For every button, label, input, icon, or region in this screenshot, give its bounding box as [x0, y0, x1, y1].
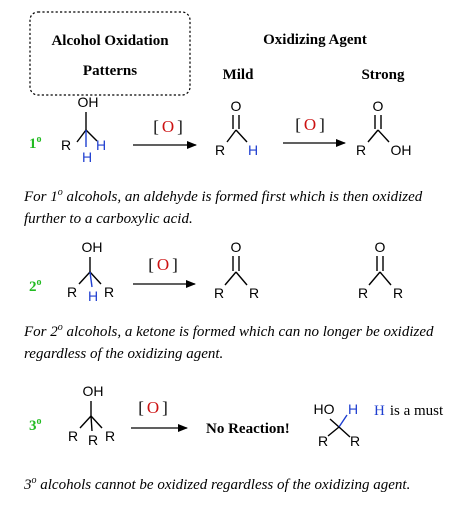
- bond: [330, 419, 339, 427]
- bond: [328, 427, 339, 436]
- carboxylic-acid-structure: [356, 98, 412, 158]
- r-label: R: [355, 142, 367, 158]
- bond: [80, 416, 91, 428]
- r-label: R: [104, 428, 116, 444]
- o-label: O: [230, 98, 242, 114]
- ketone-structure: [214, 239, 259, 301]
- bond: [339, 427, 350, 437]
- oh-label: OH: [77, 94, 99, 110]
- ketone-structure: [358, 239, 403, 301]
- primary-note: For 1$^o$ alcohols, an aldehyde is formed first which is then oxidized further to a carboxylic acid.: [24, 187, 423, 227]
- strong-heading: Strong: [361, 67, 405, 83]
- h-requirement-structure: [314, 401, 361, 449]
- r-label: R: [392, 285, 404, 301]
- box-title-line1: Alcohol Oxidation: [51, 33, 169, 49]
- bond: [79, 272, 90, 284]
- r-label: R: [103, 284, 115, 300]
- h-label: H: [347, 401, 359, 417]
- bond: [236, 272, 247, 285]
- title-box: [30, 12, 190, 95]
- h-must-note: H is a must: [374, 403, 444, 419]
- r-label: R: [87, 432, 99, 448]
- tertiary-degree-label: 3$^o$: [29, 416, 42, 434]
- r-label: R: [66, 284, 78, 300]
- bond: [368, 130, 378, 142]
- oh-label: OH: [81, 239, 103, 255]
- secondary-note: For 2$^o$ alcohols, a ketone is formed which can no longer be oxidized regardless of the oxidizing agent.: [24, 322, 434, 362]
- bond: [380, 272, 391, 285]
- r-label: R: [213, 285, 225, 301]
- primary-degree-label: 1$^o$: [29, 134, 42, 152]
- r-label: R: [67, 428, 79, 444]
- r-label: R: [349, 433, 361, 449]
- primary-row: [29, 94, 412, 165]
- r-label: R: [60, 137, 72, 153]
- oxidizing-agent-heading: Oxidizing Agent: [263, 32, 367, 48]
- header: [30, 12, 405, 95]
- o-label: O: [372, 98, 384, 114]
- h-label: H: [81, 149, 93, 165]
- bond: [236, 130, 247, 142]
- r-label: R: [357, 285, 369, 301]
- mild-heading: Mild: [222, 67, 254, 83]
- bond: [91, 416, 102, 428]
- h-label: H: [247, 142, 259, 158]
- tertiary-note: 3$^o$ alcohols cannot be oxidized regardless of the oxidizing agent.: [24, 475, 411, 493]
- r-label: R: [248, 285, 260, 301]
- oxidant-label: [ O ]: [148, 255, 178, 274]
- no-reaction-label: No Reaction!: [206, 421, 290, 437]
- bond: [227, 130, 236, 142]
- oxidant-label: [ O ]: [295, 115, 325, 134]
- oxidant-label: [ O ]: [153, 117, 183, 136]
- oh-label: OH: [390, 142, 412, 158]
- h-label: H: [87, 288, 99, 304]
- h-label: H: [95, 137, 107, 153]
- primary-alcohol-structure: [61, 94, 106, 165]
- aldehyde-structure: [215, 98, 258, 158]
- bond: [91, 416, 92, 431]
- box-title-line2: Patterns: [82, 63, 138, 79]
- secondary-degree-label: 2$^o$: [29, 277, 42, 295]
- oxidant-label: [ O ]: [138, 398, 168, 417]
- secondary-alcohol-structure: [67, 239, 114, 304]
- o-label: O: [374, 239, 386, 255]
- bond: [369, 272, 380, 285]
- secondary-row: [29, 239, 403, 304]
- oh-label: OH: [82, 383, 104, 399]
- r-label: R: [317, 433, 329, 449]
- tertiary-row: [29, 383, 444, 449]
- bond-to-h: [339, 415, 347, 427]
- r-label: R: [214, 142, 226, 158]
- bond: [77, 130, 86, 142]
- o-label: O: [230, 239, 242, 255]
- ho-label: HO: [313, 401, 335, 417]
- bond: [378, 130, 389, 142]
- bond: [225, 272, 236, 285]
- tertiary-alcohol-structure: [68, 383, 115, 448]
